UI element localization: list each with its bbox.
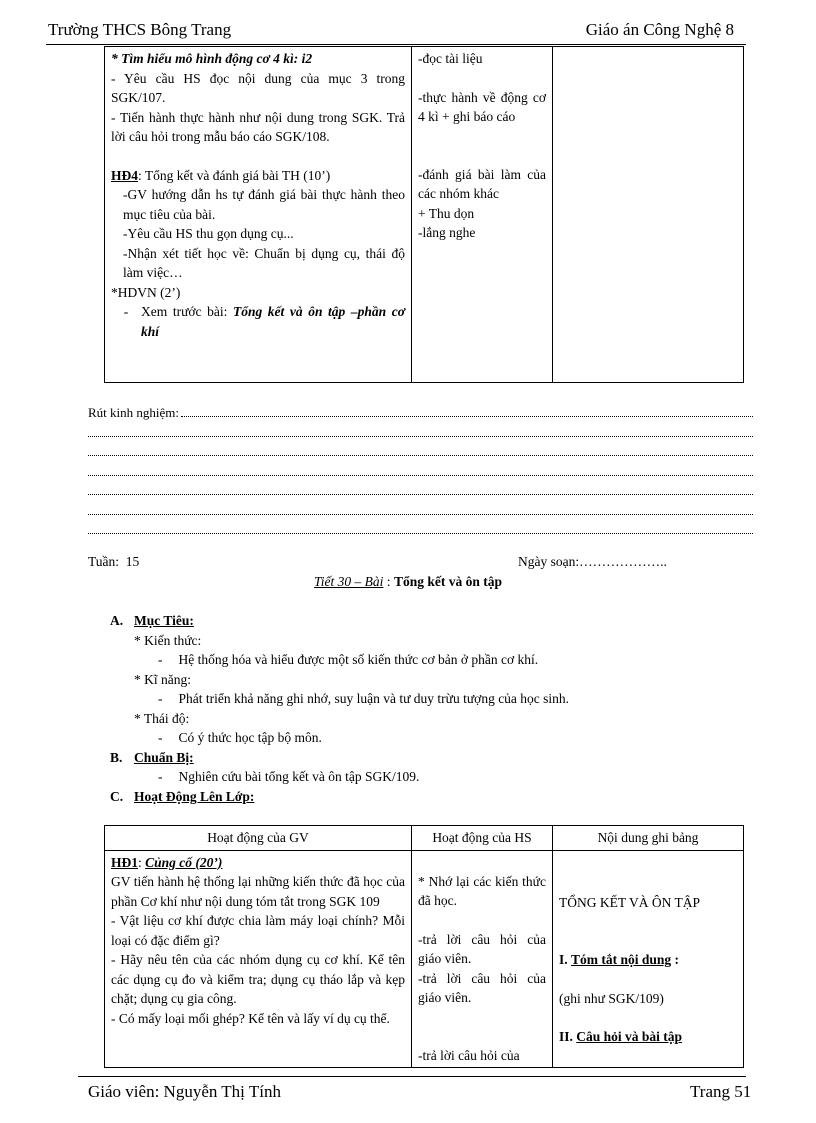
hs-answer-1: -trả lời câu hỏi của giáo viên. <box>418 931 546 966</box>
lesson-title: Tiết 30 – Bài : Tổng kết và ôn tập <box>314 574 502 589</box>
section-a: A. Mục Tiêu: <box>110 613 194 628</box>
dash: - <box>123 304 129 319</box>
teacher-name: Giáo viên: Nguyễn Thị Tính <box>88 1082 281 1101</box>
hs-practice: -thực hành về động cơ 4 kì + ghi báo cáo <box>418 89 546 124</box>
knowledge-item: - Hệ thống hóa và hiểu được một số kiến thức cơ bản ở phần cơ khí. <box>158 652 539 667</box>
gv-question-materials: - Vật liệu cơ khí được chia làm máy loại chính? Mỗi loại có đặc điểm gì? <box>111 913 405 948</box>
board-section-1: I. Tóm tắt nội dung : <box>559 952 680 967</box>
section-b-title: Chuẩn Bị: <box>134 750 194 765</box>
hd1-heading: HĐ1: Củng cố (20’) <box>111 854 223 870</box>
board-section-1-title: Tóm tắt nội dung <box>571 952 672 967</box>
section-a-title: Mục Tiêu: <box>134 613 194 628</box>
board-content-cell <box>553 47 744 383</box>
section-c: C. Hoạt Động Lên Lớp: <box>110 789 255 804</box>
hs-answer-2: -trả lời câu hỏi của giáo viên. <box>418 970 546 1005</box>
hd4-label: HĐ4 <box>111 167 138 183</box>
preparation-item: - Nghiên cứu bài tổng kết và ôn tập SGK/109. <box>158 769 420 784</box>
hs-read-docs: -đọc tài liệu <box>418 51 483 66</box>
hd1-title: Củng cố (20’) <box>145 854 223 870</box>
hd1-label: HĐ1 <box>111 854 138 870</box>
prep-date: Ngày soạn:……………….. <box>518 554 667 569</box>
teacher-activity-cell <box>105 47 412 383</box>
gv-instruct-comment: -Nhận xét tiết học về: Chuẩn bị dụng cụ, thái độ làm việc… <box>123 245 405 280</box>
hs-tidy: + Thu dọn <box>418 205 475 221</box>
hs-recall: * Nhớ lại các kiến thức đã học. <box>418 873 546 908</box>
board-section-2-title: Câu hỏi và bài tập <box>576 1029 683 1044</box>
skills-label: * Kĩ năng: <box>134 672 191 687</box>
lessons-learned <box>88 404 753 541</box>
lesson-name: Tổng kết và ôn tập <box>393 574 502 589</box>
hd4-heading <box>111 166 405 186</box>
week: Tuần: 15 <box>88 554 140 569</box>
next-lesson-prefix: Xem trước bài: <box>141 304 233 319</box>
gv-review-summary: GV tiến hành hệ thống lại những kiến thức đã học của phần Cơ khí như nội dung tóm tắt trong SGK 109 <box>111 874 405 909</box>
school-name: Trường THCS Bông Trang <box>48 20 232 39</box>
section-c-title: Hoạt Động Lên Lớp: <box>134 789 255 804</box>
board-note: (ghi như SGK/109) <box>559 990 664 1006</box>
col-header-board: Nội dung ghi bảng <box>553 826 744 851</box>
board-section-2: II. Câu hỏi và bài tập <box>559 1029 683 1044</box>
gv-question-tools: - Hãy nêu tên của các nhóm dụng cụ cơ khí. Kể tên các dụng cụ đo và kiểm tra; dụng cụ tháo lắp và kẹp chặt; dụng cụ gia công. <box>111 952 405 1006</box>
student-activity-cell <box>412 47 553 383</box>
footer-divider <box>78 1076 746 1077</box>
subject-title: Giáo án Công Nghệ 8 <box>585 20 734 39</box>
lessons-learned-label: Rút kinh nghiệm: <box>88 405 179 420</box>
lesson-number: Tiết 30 – Bài <box>314 574 384 589</box>
gv-instruct-tidy: -Yêu cầu HS thu gọn dụng cụ... <box>123 226 294 241</box>
board-content-cell <box>553 850 744 1068</box>
hs-listen: -lắng nghe <box>418 225 476 240</box>
hdvn-heading: *HDVN (2’) <box>111 284 181 300</box>
col-header-hs: Hoạt động của HS <box>412 826 553 851</box>
hd4-text: : Tổng kết và đánh giá bài TH (10’) <box>138 167 331 183</box>
header-divider <box>46 44 746 45</box>
board-title: TỔNG KẾT VÀ ÔN TẬP <box>559 894 701 910</box>
knowledge-label: * Kiến thức: <box>134 633 202 648</box>
attitude-label: * Thái độ: <box>134 711 190 726</box>
hs-evaluate: -đánh giá bài làm của các nhóm khác <box>418 166 546 201</box>
engine-model-heading: * Tìm hiểu mô hình động cơ 4 kì: i2 <box>111 51 313 66</box>
gv-question-joints: - Có mấy loại mối ghép? Kể tên và lấy ví dụ cụ thể. <box>111 1010 390 1026</box>
hs-answer-3: -trả lời câu hỏi của <box>418 1047 520 1063</box>
gv-instruct-evaluate: -GV hướng dẫn hs tự đánh giá bài thực hành theo mục tiêu của bài. <box>123 187 405 222</box>
gv-step-read: - Yêu cầu HS đọc nội dung của mục 3 trong SGK/107. <box>111 70 405 105</box>
student-activity-cell <box>412 850 553 1068</box>
practice-activity-table <box>104 46 744 383</box>
review-activity-table <box>104 825 744 1068</box>
section-b: B. Chuẩn Bị: <box>110 750 194 765</box>
col-header-gv: Hoạt động của GV <box>105 826 412 851</box>
next-lesson-item <box>111 302 405 341</box>
gv-step-practice: - Tiến hành thực hành như nội dung trong SGK. Trả lời câu hỏi trong mẫu báo cáo SGK/108. <box>111 109 405 144</box>
skills-item: - Phát triển khả năng ghi nhớ, suy luận và tư duy trừu tượng của học sinh. <box>158 691 570 706</box>
page-number: Trang 51 <box>690 1082 752 1101</box>
next-lesson-title: Tổng kết và ôn tập –phần cơ khí <box>141 304 405 339</box>
week-number: 15 <box>125 554 140 569</box>
teacher-activity-cell <box>105 850 412 1068</box>
attitude-item: - Có ý thức học tập bộ môn. <box>158 730 322 745</box>
